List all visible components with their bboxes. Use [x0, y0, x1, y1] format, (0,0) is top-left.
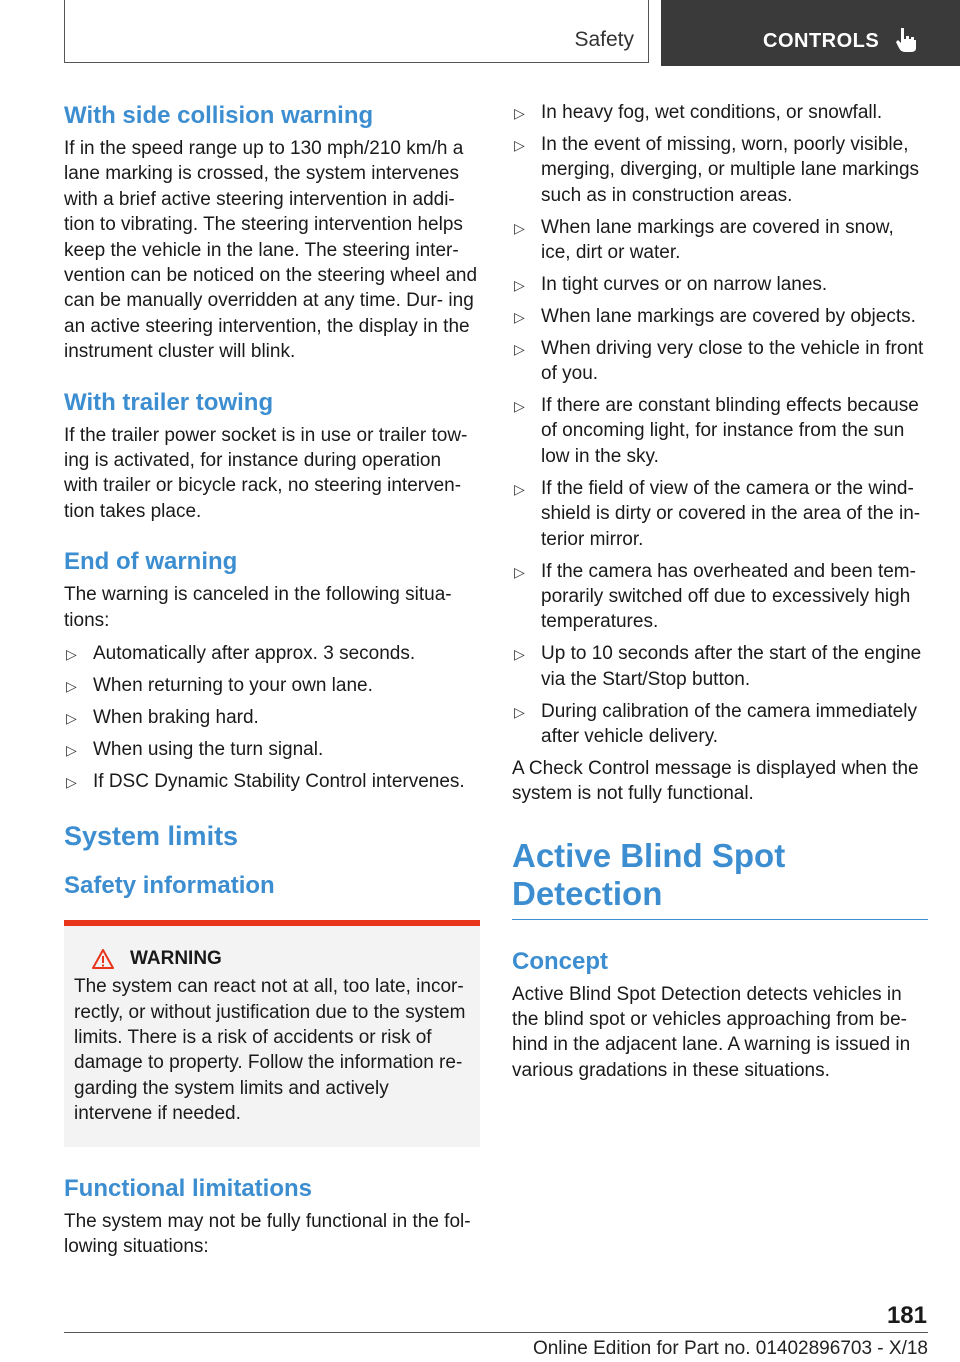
list-item: ▷ When using the turn signal.: [64, 737, 480, 762]
pointing-hand-icon: [893, 26, 919, 54]
triangle-bullet-icon: ▷: [66, 678, 77, 694]
footer-divider: [64, 1332, 928, 1333]
list-item: ▷ In the event of missing, worn, poorly visible, merging, diverging, or multiple lane markings such as in construction areas.: [514, 133, 920, 206]
limitations-list: [512, 100, 928, 749]
end-warning-heading: End of warning: [64, 548, 238, 576]
concept-text: Active Blind Spot Detection detects vehicles in the blind spot or vehicles approaching from be‐ hind in the adjacent lane. A warning is issued in various gradations in these situations.: [512, 983, 911, 1081]
triangle-bullet-icon: ▷: [514, 563, 525, 580]
system-limits-heading: System limits: [64, 821, 239, 852]
triangle-bullet-icon: ▷: [514, 136, 525, 153]
triangle-bullet-icon: ▷: [66, 773, 77, 790]
list-item: ▷ If the camera has overheated and been tem‐ porarily switched off due to excessively high temperatures.: [514, 560, 916, 633]
triangle-bullet-icon: ▷: [514, 646, 525, 663]
triangle-bullet-icon: ▷: [514, 340, 525, 357]
functional-limitations-heading: Functional limitations: [64, 1174, 313, 1202]
warning-label: WARNING: [130, 948, 222, 970]
list-item: ▷ If the field of view of the camera or the wind‐ shield is dirty or covered in the area of the in‐ terior mirror.: [514, 477, 921, 550]
list-item: ▷ During calibration of the camera immediately after vehicle delivery.: [514, 700, 917, 747]
end-warning-list: [64, 641, 480, 794]
page-header: [0, 0, 960, 66]
list-item: ▷ When braking hard.: [64, 705, 480, 730]
left-column: [64, 100, 480, 1259]
list-item: ▷ Automatically after approx. 3 seconds.: [64, 641, 480, 666]
warning-box: [64, 920, 480, 1146]
header-section-title: Safety: [574, 28, 634, 51]
side-collision-text: If in the speed range up to 130 mph/210 km/h a lane marking is crossed, the system intervenes with a brief active steering intervention in addi‐ tion to vibrating. The steering intervention helps keep the vehicle in the lane. The steering inter‐ vention can be noticed on the steering wheel and can be manually overridden at any time. Dur‐ ing an active steering intervention, the display in the instrument cluster will blink.: [64, 138, 478, 363]
chapter-heading: Active Blind Spot Detection: [512, 836, 786, 912]
header-chapter-tab[interactable]: [661, 0, 960, 66]
list-item: ▷ If there are constant blinding effects because of oncoming light, for instance from the sun low in the sky.: [514, 395, 919, 467]
trailer-heading: With trailer towing: [64, 388, 274, 416]
list-item: ▷ If DSC Dynamic Stability Control intervenes.: [64, 769, 480, 794]
functional-limitations-text: The system may not be fully functional in the fol‐ lowing situations:: [64, 1210, 471, 1257]
check-control-text: A Check Control message is displayed when the system is not fully functional.: [512, 757, 919, 805]
triangle-bullet-icon: ▷: [514, 480, 525, 497]
triangle-bullet-icon: ▷: [514, 105, 525, 121]
footer-edition: Online Edition for Part no. 01402896703 - X/18: [532, 1338, 928, 1359]
triangle-bullet-icon: ▷: [66, 709, 77, 726]
warning-triangle-icon: [92, 949, 114, 969]
triangle-bullet-icon: ▷: [514, 398, 525, 415]
trailer-text: If the trailer power socket is in use or trailer tow‐ ing is activated, for instance during operation with trailer or bicycle rack, no steering interven‐ tion takes place.: [64, 424, 468, 522]
triangle-bullet-icon: ▷: [514, 276, 525, 293]
page-number: 181: [886, 1302, 927, 1329]
concept-heading: Concept: [512, 947, 608, 975]
header-chapter-title: CONTROLS: [763, 30, 880, 52]
list-item: ▷ When driving very close to the vehicle in front of you.: [514, 337, 924, 385]
safety-info-heading: Safety information: [64, 872, 275, 900]
list-item: ▷ In heavy fog, wet conditions, or snowfall.: [512, 100, 928, 125]
list-item: ▷ When lane markings are covered by objects.: [512, 304, 928, 329]
right-column: [512, 100, 928, 1083]
warning-text: The system can react not at all, too late, incor‐ rectly, or without justification due to the system limits. There is a risk of accidents or risk of damage to property. Follow the information re‐ garding the system limits and actively intervene if needed.: [74, 976, 466, 1125]
triangle-bullet-icon: ▷: [514, 219, 525, 236]
side-collision-heading: With side collision warning: [64, 102, 374, 129]
triangle-bullet-icon: ▷: [66, 646, 77, 663]
triangle-bullet-icon: ▷: [66, 741, 77, 758]
list-item: ▷ Up to 10 seconds after the start of the engine via the Start/Stop button.: [514, 643, 922, 690]
end-warning-text: The warning is canceled in the following situa‐ tions:: [64, 584, 452, 631]
chapter-divider: [512, 919, 928, 920]
warning-title: [92, 948, 470, 970]
triangle-bullet-icon: ▷: [514, 703, 525, 720]
header-section-box: [64, 0, 649, 63]
list-item: ▷ When returning to your own lane.: [64, 673, 480, 698]
triangle-bullet-icon: ▷: [514, 308, 525, 325]
list-item: ▷ In tight curves or on narrow lanes.: [512, 272, 928, 297]
list-item: ▷ When lane markings are covered in snow, ice, dirt or water.: [514, 216, 894, 264]
